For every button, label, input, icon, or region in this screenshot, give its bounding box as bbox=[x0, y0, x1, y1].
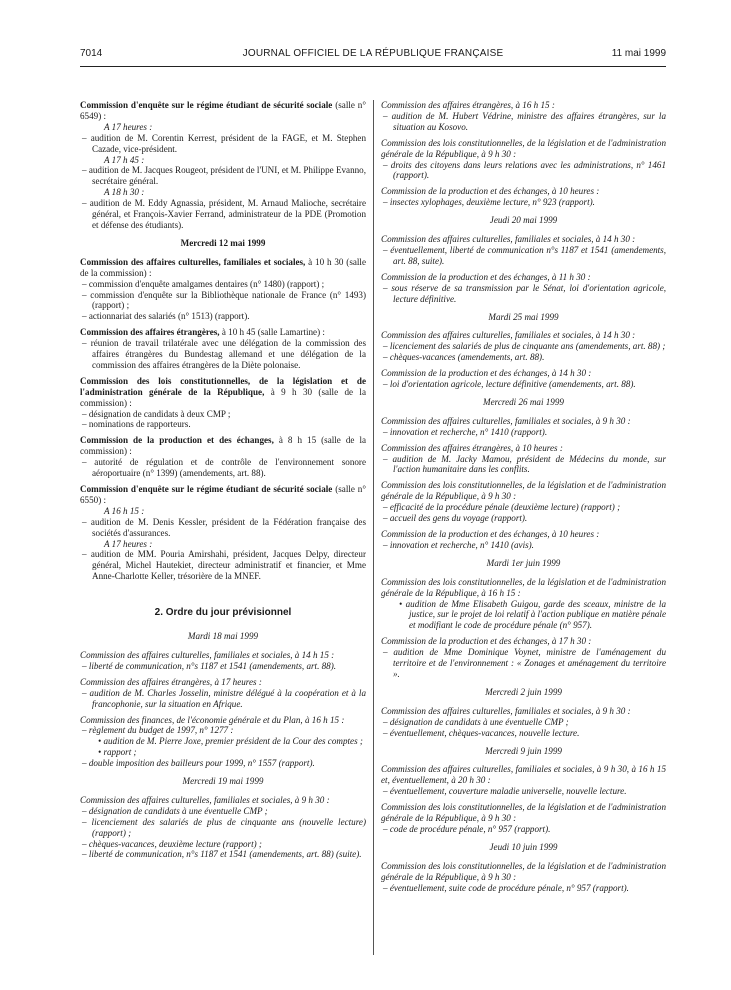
commission-heading: Commission des affaires culturelles, familiales et sociales, à 10 h 30 (salle de la commission) : bbox=[80, 256, 366, 278]
day-heading: Mercredi 19 mai 1999 bbox=[182, 776, 264, 787]
page-header bbox=[80, 48, 666, 64]
day-heading: Mercredi 26 mai 1999 bbox=[483, 396, 564, 407]
agenda-item: – innovation et recherche, n° 1410 (avis). bbox=[383, 539, 534, 550]
agenda-block bbox=[381, 330, 666, 363]
commission-heading: Commission des lois constitutionnelles, de la législation et de l'administration générale de la République, à 9 h 30 : bbox=[381, 480, 666, 502]
agenda-item: – audition de M. Hubert Védrine, ministre des affaires étrangères, sur la situation au Kosovo. bbox=[383, 110, 666, 132]
left-column bbox=[80, 100, 366, 865]
agenda-subitem: • audition de M. Pierre Joxe, premier président de la Cour des comptes ; bbox=[98, 736, 363, 747]
commission-heading: Commission de la production et des échanges, à 10 heures : bbox=[381, 186, 600, 197]
time-label: A 17 h 45 : bbox=[104, 154, 145, 165]
commission-heading: Commission des lois constitutionnelles, de la législation et de l'administration générale de la République, à 16 h 15 : bbox=[381, 576, 666, 598]
agenda-subitem: • rapport ; bbox=[98, 747, 137, 758]
agenda-item: – efficacité de la procédure pénale (deuxième lecture) (rapport) ; bbox=[383, 502, 621, 513]
agenda-block bbox=[381, 480, 666, 524]
commission-heading: Commission des lois constitutionnelles, de la législation et de l'administration générale de la République, à 9 h 30 : bbox=[381, 137, 666, 159]
agenda-block bbox=[80, 376, 366, 431]
agenda-block bbox=[80, 650, 366, 672]
commission-heading: Commission des affaires étrangères, à 16 h 15 : bbox=[381, 100, 555, 110]
agenda-block bbox=[381, 861, 666, 894]
agenda-block bbox=[381, 234, 666, 267]
agenda-block bbox=[80, 100, 366, 231]
commission-heading: Commission des affaires culturelles, familiales et sociales, à 14 h 30 : bbox=[381, 330, 636, 341]
commission-heading: Commission de la production et des échanges, à 10 heures : bbox=[381, 529, 600, 539]
commission-heading: Commission des affaires étrangères, à 10 h 45 (salle Lamartine) : bbox=[80, 327, 325, 338]
agenda-item: – code de procédure pénale, n° 957 (rapport). bbox=[383, 823, 551, 834]
agenda-item: – liberté de communication, n°s 1187 et 1541 (amendements, art. 88) (suite). bbox=[82, 849, 362, 860]
agenda-item: – désignation de candidats à une éventuelle CMP ; bbox=[383, 716, 569, 727]
commission-heading: Commission des affaires culturelles, familiales et sociales, à 9 h 30, à 16 h 15 et, éventuellement, à 20 h 30 : bbox=[381, 764, 666, 786]
agenda-item: – commission d'enquête sur la Bibliothèque nationale de France (n° 1493) (rapport) ; bbox=[82, 289, 366, 311]
agenda-block bbox=[381, 138, 666, 182]
commission-heading: Commission des affaires culturelles, familiales et sociales, à 9 h 30 : bbox=[80, 794, 330, 805]
agenda-block bbox=[381, 272, 666, 305]
commission-heading: Commission de la production et des échanges, à 14 h 30 : bbox=[381, 368, 592, 379]
agenda-item: – chèques-vacances, deuxième lecture (rapport) ; bbox=[82, 838, 262, 849]
commission-heading: Commission des lois constitutionnelles, de la législation et de l'administration générale de la République, à 9 h 30 (salle de la commission) : bbox=[80, 375, 366, 408]
commission-heading: Commission d'enquête sur le régime étudiant de sécurité sociale (salle n° 6550) : bbox=[80, 484, 366, 505]
agenda-item: – audition de M. Jacques Rougeot, président de l'UNI, et M. Philippe Evanno, secrétaire général. bbox=[82, 165, 366, 187]
agenda-item: – insectes xylophages, deuxième lecture, n° 923 (rapport). bbox=[383, 197, 595, 208]
agenda-item: – audition de MM. Pouria Amirshahi, président, Jacques Delpy, directeur général, Michel Hautekiet, directeur administratif et financier, et Mme Anne-Charlotte Keller, trésorière de la MNEF. bbox=[82, 549, 366, 582]
agenda-block bbox=[381, 416, 666, 438]
agenda-item: – réunion de travail trilatérale avec une délégation de la commission des affaires étrangères du Bundestag allemand et une délégation de la commission des affaires étrangères de la Diète polonaise. bbox=[82, 338, 366, 370]
day-heading: Jeudi 10 juin 1999 bbox=[489, 841, 558, 852]
commission-heading: Commission des lois constitutionnelles, de la législation et de l'administration générale de la République, à 9 h 30 : bbox=[381, 860, 666, 882]
agenda-block bbox=[381, 802, 666, 835]
agenda-item: – audition de M. Charles Josselin, ministre délégué à la coopération et à la francophonie, sur la situation en Afrique. bbox=[82, 687, 366, 709]
agenda-block bbox=[381, 636, 666, 680]
agenda-item: – licenciement des salariés de plus de cinquante ans (amendements, art. 88) ; bbox=[383, 341, 666, 352]
commission-heading: Commission de la production et des échanges, à 11 h 30 : bbox=[381, 271, 591, 282]
agenda-item: – éventuellement, couverture maladie universelle, nouvelle lecture. bbox=[383, 786, 627, 797]
agenda-item: – audition de M. Eddy Agnassia, président, M. Arnaud Malioche, secrétaire général, et François-Xavier Ferrand, administrateur de la PDE (Promotion et défense des étudiants). bbox=[82, 198, 366, 230]
column-divider bbox=[373, 100, 374, 955]
agenda-item: – liberté de communication, n°s 1187 et 1541 (amendements, art. 88). bbox=[82, 660, 337, 671]
commission-heading: Commission des affaires étrangères, à 17 heures : bbox=[80, 676, 262, 687]
agenda-item: – désignation de candidats à deux CMP ; bbox=[82, 408, 231, 419]
commission-heading: Commission des affaires culturelles, familiales et sociales, à 9 h 30 : bbox=[381, 415, 631, 426]
commission-heading: Commission des lois constitutionnelles, de la législation et de l'administration générale de la République, à 9 h 30 : bbox=[381, 802, 666, 824]
right-column bbox=[381, 100, 666, 898]
agenda-block bbox=[80, 435, 366, 479]
agenda-item: – autorité de régulation et de contrôle de l'environnement sonore aéroportuaire (n° 1399) (amendements, art. 88). bbox=[82, 457, 366, 479]
agenda-item: – audition de M. Corentin Kerrest, président de la FAGE, et M. Stephen Cazade, vice-président. bbox=[82, 132, 366, 154]
commission-heading: Commission de la production et des échanges, à 8 h 15 (salle de la commission) : bbox=[80, 435, 367, 457]
agenda-item: – audition de M. Jacky Mamou, président de Médecins du monde, sur l'action humanitaire dans les conflits. bbox=[383, 453, 666, 475]
day-heading: Mercredi 12 mai 1999 bbox=[180, 237, 266, 248]
commission-heading: Commission des affaires culturelles, familiales et sociales, à 9 h 30 : bbox=[381, 705, 631, 716]
agenda-block bbox=[80, 677, 366, 710]
agenda-item: – audition de Mme Dominique Voynet, ministre de l'aménagement du territoire et de l'environnement : « Zonages et aménagement du territoire ». bbox=[383, 647, 666, 679]
time-label: A 18 h 30 : bbox=[104, 187, 145, 198]
agenda-item: – innovation et recherche, n° 1410 (rapport). bbox=[383, 426, 548, 437]
issue-date: 11 mai 1999 bbox=[611, 48, 666, 59]
section-heading: 2. Ordre du jour prévisionnel bbox=[154, 607, 292, 619]
day-heading: Mardi 25 mai 1999 bbox=[488, 311, 559, 322]
day-heading: Mercredi 2 juin 1999 bbox=[485, 686, 562, 697]
agenda-subitem: • audition de Mme Elisabeth Guigou, garde des sceaux, ministre de la justice, sur le projet de loi relatif à l'action publique en matière pénale et modifiant le code de procédure pénale (n° 957). bbox=[399, 598, 666, 631]
agenda-block bbox=[381, 706, 666, 739]
commission-heading: Commission d'enquête sur le régime étudiant de sécurité sociale (salle n° 6549) : bbox=[80, 100, 366, 121]
agenda-item: – éventuellement, suite code de procédure pénale, n° 957 (rapport). bbox=[383, 882, 629, 893]
agenda-item: – licenciement des salariés de plus de cinquante ans (nouvelle lecture) (rapport) ; bbox=[82, 816, 366, 838]
day-heading: Mercredi 9 juin 1999 bbox=[485, 745, 562, 756]
agenda-block bbox=[381, 577, 666, 632]
agenda-block bbox=[80, 257, 366, 322]
time-label: A 17 heures : bbox=[104, 121, 153, 132]
agenda-block bbox=[80, 327, 366, 371]
agenda-block bbox=[381, 100, 666, 133]
day-heading: Mardi 1er juin 1999 bbox=[486, 557, 561, 568]
day-heading: Mardi 18 mai 1999 bbox=[187, 631, 259, 642]
agenda-item: – chèques-vacances (amendements, art. 88). bbox=[383, 352, 545, 363]
agenda-block bbox=[381, 368, 666, 390]
agenda-item: – commission d'enquête amalgames dentaires (n° 1480) (rapport) ; bbox=[82, 278, 325, 289]
agenda-item: – désignation de candidats à une éventuelle CMP ; bbox=[82, 805, 268, 816]
agenda-item: – accueil des gens du voyage (rapport). bbox=[383, 513, 528, 524]
agenda-item: – sous réserve de sa transmission par le Sénat, loi d'orientation agricole, lecture définitive. bbox=[383, 282, 666, 304]
commission-heading: Commission de la production et des échanges, à 17 h 30 : bbox=[381, 636, 592, 647]
agenda-item: – règlement du budget de 1997, n° 1277 : bbox=[82, 725, 234, 736]
agenda-block bbox=[381, 764, 666, 797]
agenda-item: – audition de M. Denis Kessler, président de la Fédération française des sociétés d'assurances. bbox=[82, 516, 366, 538]
agenda-block bbox=[381, 186, 666, 208]
agenda-item: – éventuellement, chèques-vacances, nouvelle lecture. bbox=[383, 727, 580, 738]
agenda-block bbox=[80, 484, 366, 582]
agenda-item: – actionnariat des salariés (n° 1513) (rapport). bbox=[82, 311, 250, 322]
header-rule bbox=[80, 66, 666, 67]
commission-heading: Commission des affaires culturelles, familiales et sociales, à 14 h 30 : bbox=[381, 234, 636, 245]
commission-heading: Commission des finances, de l'économie générale et du Plan, à 16 h 15 : bbox=[80, 714, 345, 725]
agenda-item: – nominations de rapporteurs. bbox=[82, 419, 191, 430]
page-number: 7014 bbox=[80, 48, 103, 59]
journal-title: JOURNAL OFFICIEL DE LA RÉPUBLIQUE FRANÇAISE bbox=[242, 48, 504, 59]
agenda-item: – éventuellement, liberté de communication n°s 1187 et 1541 (amendements, art. 88, suite). bbox=[383, 244, 666, 266]
agenda-block bbox=[381, 529, 666, 551]
day-heading: Jeudi 20 mai 1999 bbox=[489, 215, 558, 226]
agenda-item: – loi d'orientation agricole, lecture définitive (amendements, art. 88). bbox=[383, 379, 636, 390]
time-label: A 17 heures : bbox=[104, 538, 153, 549]
agenda-item: – droits des citoyens dans leurs relations avec les administrations, n° 1461 (rapport). bbox=[383, 159, 666, 181]
agenda-block bbox=[80, 795, 366, 860]
agenda-block bbox=[80, 715, 366, 770]
commission-heading: Commission des affaires culturelles, familiales et sociales, à 14 h 15 : bbox=[80, 649, 335, 660]
time-label: A 16 h 15 : bbox=[104, 505, 145, 516]
agenda-item: – double imposition des bailleurs pour 1999, n° 1557 (rapport). bbox=[82, 758, 315, 769]
agenda-block bbox=[381, 443, 666, 476]
commission-heading: Commission des affaires étrangères, à 10 heures : bbox=[381, 442, 563, 453]
